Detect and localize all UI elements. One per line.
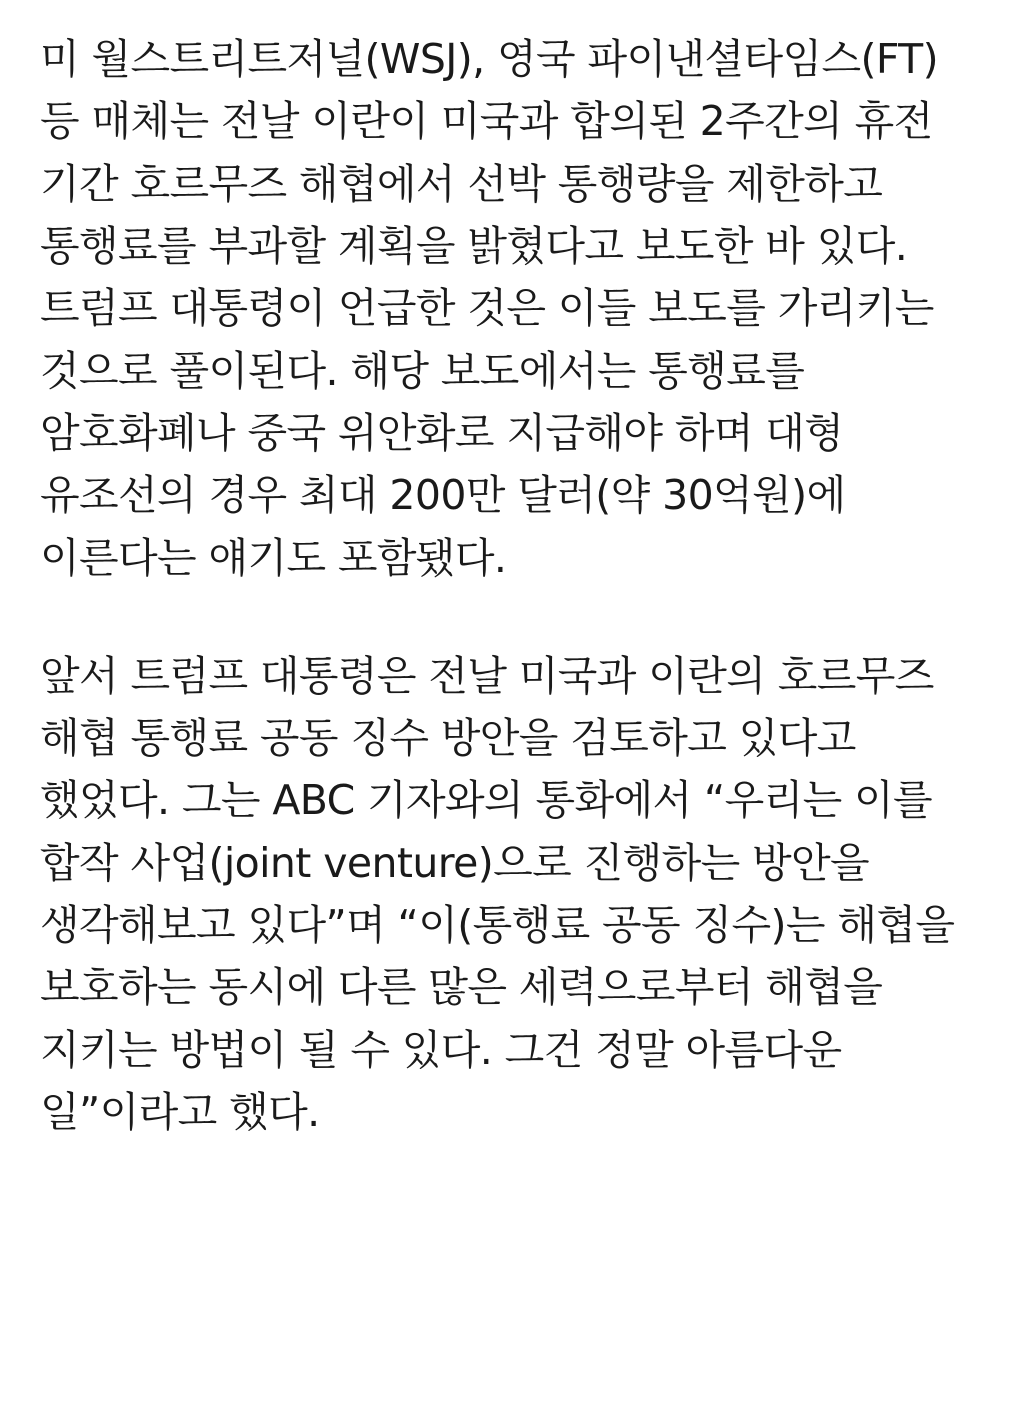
article-paragraph-2: 앞서 트럼프 대통령은 전날 미국과 이란의 호르무즈 해협 통행료 공동 징수 방안을 검토하고 있다고 했었다. 그는 ABC 기자와의 통화에서 “우리는 이를 합작 사업(joint venture)으로 진행하는 방안을 생각해보고 있다”며 “이(통행료 공동 징수)는 해협을 보호하는 동시에 다른 많은 세력으로부터 해협을 지키는 방법이 될 수 있다. 그건 정말 아름다운 일”이라고 했다.: [40, 651, 955, 1136]
article-paragraph-1: 미 월스트리트저널(WSJ), 영국 파이낸셜타임스(FT) 등 매체는 전날 이란이 미국과 합의된 2주간의 휴전 기간 호르무즈 해협에서 선박 통행량을 제한하고 통행료를 부과할 계획을 밝혔다고 보도한 바 있다. 트럼프 대통령이 언급한 것은 이들 보도를 가리키는 것으로 풀이된다. 해당 보도에서는 통행료를 암호화폐나 중국 위안화로 지급해야 하며 대형 유조선의 경우 최대 200만 달러(약 30억원)에 이른다는 얘기도 포함됐다.: [40, 35, 938, 582]
